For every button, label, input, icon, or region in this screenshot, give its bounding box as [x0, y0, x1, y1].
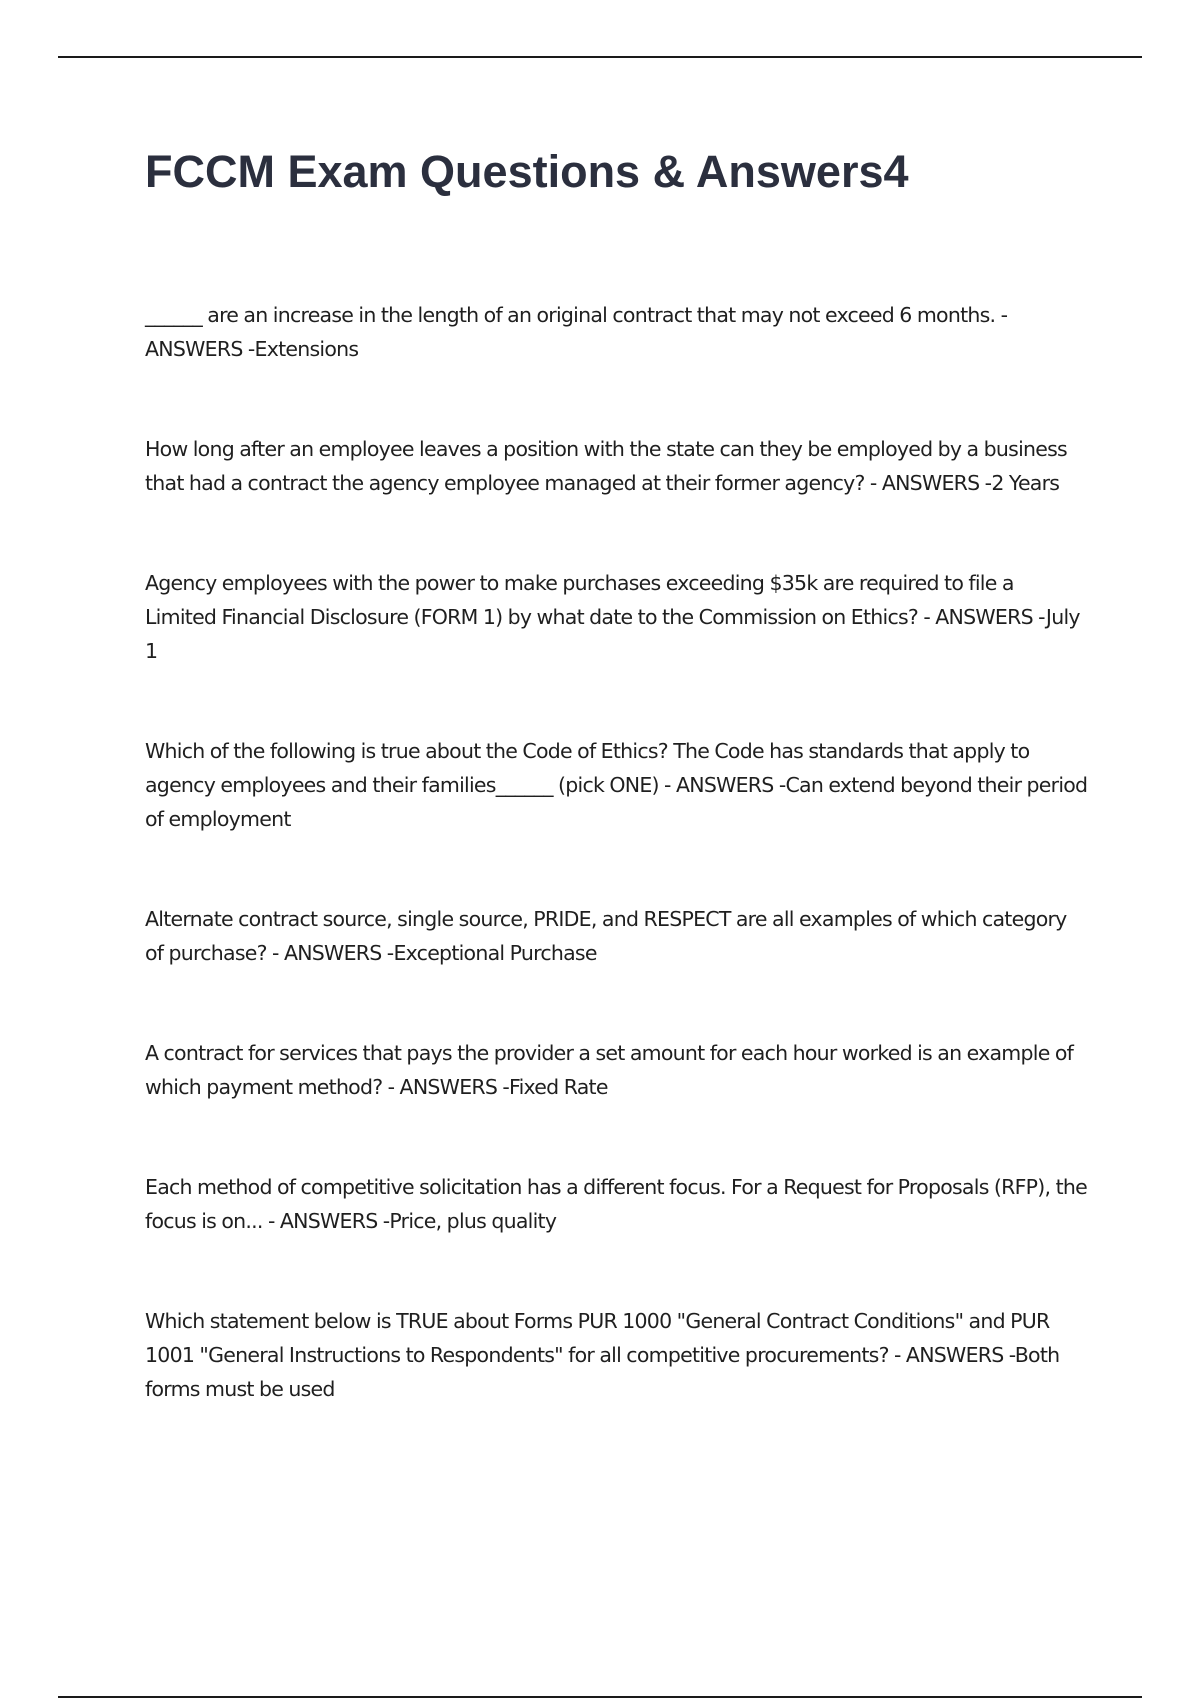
qa-item: Alternate contract source, single source, PRIDE, and RESPECT are all examples of which category of purchase? - ANSWERS -Exceptional Purchase: [145, 907, 1067, 965]
bottom-rule: [58, 1696, 1142, 1698]
top-rule: [58, 56, 1142, 58]
page-title: FCCM Exam Questions & Answers4: [145, 146, 909, 197]
qa-item: A contract for services that pays the provider a set amount for each hour worked is an example of which payment method? - ANSWERS -Fixed Rate: [145, 1041, 1074, 1099]
qa-item: How long after an employee leaves a position with the state can they be employed by a business that had a contract the agency employee managed at their former agency? - ANSWERS -2 Years: [145, 437, 1067, 495]
qa-item: ______ are an increase in the length of an original contract that may not exceed 6 months. - ANSWERS -Extensions: [145, 303, 1008, 361]
qa-item: Which statement below is TRUE about Forms PUR 1000 "General Contract Conditions" and PUR 1001 "General Instructions to Respondents" for all competitive procurements? - ANSWERS -Both forms must be used: [145, 1309, 1060, 1401]
qa-item: Which of the following is true about the Code of Ethics? The Code has standards that apply to agency employees and their families______ (pick ONE) - ANSWERS -Can extend beyond their period of employment: [145, 739, 1088, 831]
qa-list: [145, 298, 1090, 1406]
qa-item: Agency employees with the power to make purchases exceeding $35k are required to file a Limited Financial Disclosure (FORM 1) by what date to the Commission on Ethics? - ANSWERS -July 1: [145, 571, 1080, 663]
qa-item: Each method of competitive solicitation has a different focus. For a Request for Proposals (RFP), the focus is on... - ANSWERS -Price, plus quality: [145, 1175, 1087, 1233]
